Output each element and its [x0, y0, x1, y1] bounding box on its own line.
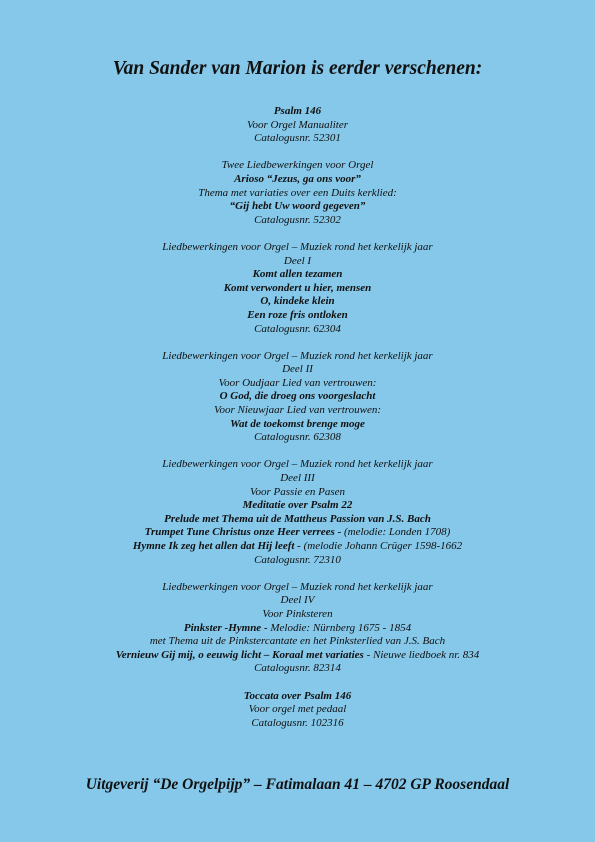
entry-line: Voor Nieuwjaar Lied van vertrouwen: [213, 404, 382, 417]
entry-line [0, 540, 595, 554]
detail-text: Melodie: Nürnberg 1675 - 1854 [270, 621, 412, 634]
entry-line: Liedbewerkingen voor Orgel – Muziek rond het kerkelijk jaar [162, 580, 433, 593]
catalog-entry [0, 105, 595, 146]
entry-line: Toccata over Psalm 146 [243, 689, 352, 702]
entry-line: Voor Passie en Pasen [249, 485, 345, 498]
entry-line: Twee Liedbewerkingen voor Orgel [221, 159, 374, 172]
title-text: Trumpet Tune Christus onze Heer verrees - [144, 526, 344, 539]
title-text: Hymne Ik zeg het allen dat Hij leeft - [132, 540, 304, 552]
entry-line: O, kindeke klein [260, 295, 335, 308]
catalog-entry [0, 159, 595, 227]
title-text: Vernieuw Gij mij, o eeuwig licht – Koraal met variaties [115, 648, 364, 661]
catalog-entry [0, 458, 595, 567]
entry-line: Voor Orgel Manualiter [246, 118, 349, 131]
entry-line: Catalogusnr. 72310 [254, 553, 341, 566]
entry-line: Liedbewerkingen voor Orgel – Muziek rond het kerkelijk jaar [162, 240, 433, 253]
catalog-entry [0, 690, 595, 731]
entry-line: Prelude met Thema uit de Mattheus Passion van J.S. Bach [164, 512, 431, 525]
catalog-entry [0, 350, 595, 445]
entry-line: Liedbewerkingen voor Orgel – Muziek rond het kerkelijk jaar [162, 458, 433, 471]
detail-text: - Nieuwe liedboek nr. 834 [363, 648, 480, 661]
entry-line: Voor Oudjaar Lied van vertrouwen: [218, 376, 377, 389]
entry-line: Liedbewerkingen voor Orgel – Muziek rond het kerkelijk jaar [162, 349, 433, 362]
entry-line: Een roze fris ontloken [247, 308, 348, 321]
entry-line: Meditatie over Psalm 22 [242, 499, 353, 512]
entry-line: Wat de toekomst brenge moge [230, 417, 365, 430]
entry-line: O God, die droeg ons voorgeslacht [219, 390, 376, 403]
entry-line: Catalogusnr. 102316 [251, 716, 344, 729]
detail-text: (melodie Johann Crüger 1598-1662 [303, 540, 463, 552]
entry-line: Catalogusnr. 52301 [254, 132, 341, 145]
entry-line: Deel IV [280, 594, 315, 607]
entry-line: Arioso “Jezus, ga ons voor” [234, 172, 361, 185]
catalog-list [0, 105, 595, 744]
entry-line: Komt verwondert u hier, mensen [223, 281, 372, 294]
entry-line: Thema met variaties over een Duits kerklied: [198, 186, 397, 199]
catalog-entry [0, 581, 595, 676]
entry-line: “Gij hebt Uw woord gegeven” [229, 200, 366, 213]
detail-text: (melodie: Londen 1708) [344, 526, 451, 539]
entry-line: Catalogusnr. 62308 [254, 431, 341, 444]
entry-line [0, 526, 595, 540]
entry-line: Deel III [280, 472, 315, 485]
catalog-entry [0, 241, 595, 336]
entry-line: Deel I [283, 254, 312, 267]
entry-line: Voor Pinksteren [262, 607, 333, 620]
entry-line: Catalogusnr. 52302 [254, 213, 341, 226]
entry-line: Catalogusnr. 82314 [254, 662, 341, 675]
entry-line [0, 649, 595, 663]
entry-line: Catalogusnr. 62304 [254, 322, 341, 335]
title-text: Pinkster -Hymne - [183, 621, 271, 634]
page-heading: Van Sander van Marion is eerder verschenen: [112, 58, 483, 79]
entry-line [0, 622, 595, 636]
entry-line: Komt allen tezamen [252, 268, 343, 281]
entry-line: Voor orgel met pedaal [248, 703, 347, 716]
publisher-footer: Uitgeverij “De Orgelpijp” – Fatimalaan 41 – 4702 GP Roosendaal [85, 776, 510, 793]
entry-line: Deel II [282, 363, 313, 376]
entry-line: Psalm 146 [273, 105, 322, 117]
entry-line: met Thema uit de Pinkstercantate en het Pinksterlied van J.S. Bach [149, 635, 446, 648]
